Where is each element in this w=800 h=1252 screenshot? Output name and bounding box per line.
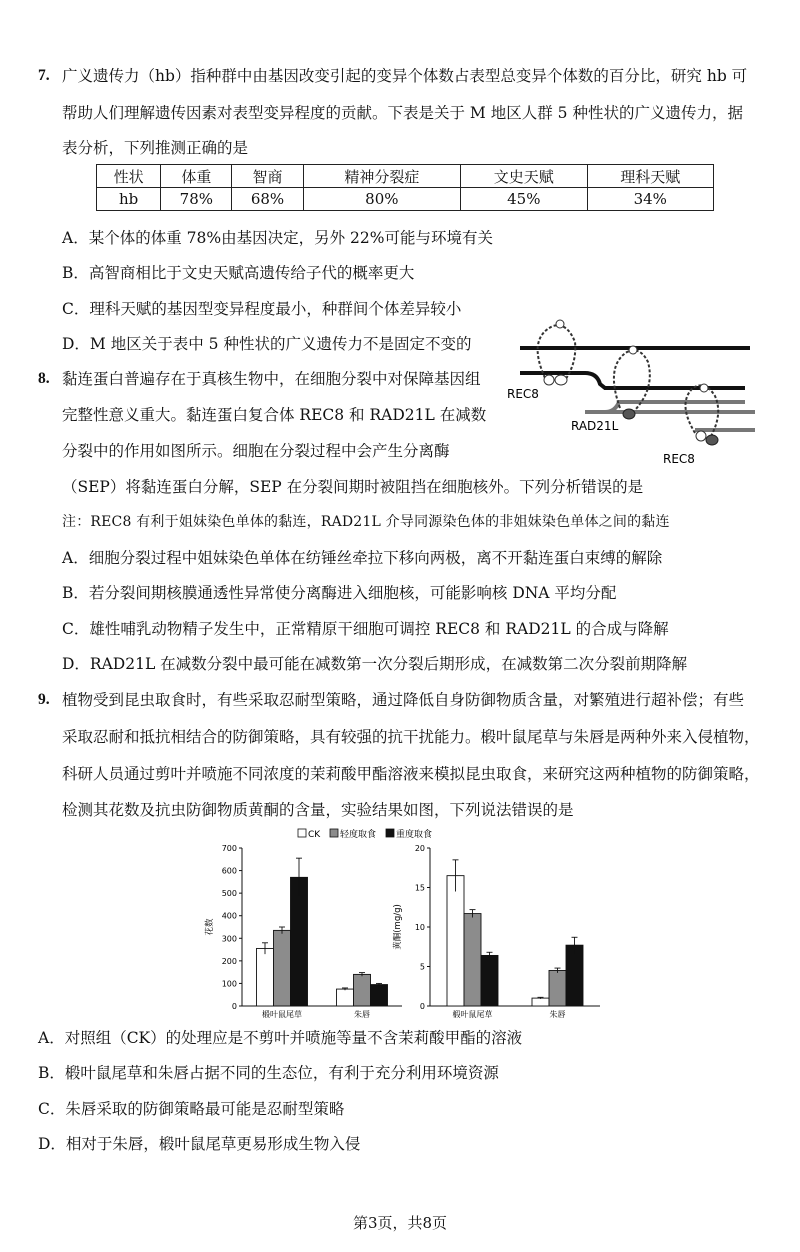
rec8-ring xyxy=(538,320,576,385)
cohesin-diagram xyxy=(505,318,765,468)
rec8-ring xyxy=(685,384,718,445)
legend-label: 轻度取食 xyxy=(340,830,377,840)
x-tick-label: 朱唇 xyxy=(354,1010,370,1019)
q9-option-a: A．对照组（CK）的处理应是不剪叶并喷施等量不含茉莉酸甲酯的溶液 xyxy=(38,1029,523,1047)
table-header-cell: 精神分裂症 xyxy=(303,165,461,188)
q8-option-b: B．若分裂间期核膜通透性异常使分离酶进入细胞核，可能影响核 DNA 平均分配 xyxy=(62,584,617,602)
table-header-cell: 智商 xyxy=(232,165,303,188)
q7-option-a: A．某个体的体重 78%由基因决定，另外 22%可能与环境有关 xyxy=(62,229,493,247)
y-tick-label: 400 xyxy=(221,911,237,921)
x-tick-label: 椴叶鼠尾草 xyxy=(262,1010,302,1019)
y-tick-label: 700 xyxy=(221,844,237,853)
q9-stem-line3: 科研人员通过剪叶并喷施不同浓度的茉莉酸甲酯溶液来模拟昆虫取食，来研究这两种植物的防御策略， xyxy=(62,765,760,783)
y-tick-label: 100 xyxy=(221,979,237,989)
table-cell: 45% xyxy=(461,188,587,211)
q7-stem-line2: 帮助人们理解遗传因素对表型变异程度的贡献。下表是关于 M 地区人群 5 种性状的广义遗传力，据 xyxy=(62,104,743,122)
table-cell: hb xyxy=(97,188,161,211)
q7-option-d: D．M 地区关于表中 5 种性状的广义遗传力不是固定不变的 xyxy=(62,335,472,353)
bar xyxy=(371,985,388,1006)
legend-swatch xyxy=(298,829,306,837)
q9-option-d: D．相对于朱唇，椴叶鼠尾草更易形成生物入侵 xyxy=(38,1135,361,1153)
bar xyxy=(549,970,566,1006)
q7-stem-line1: 广义遗传力（hb）指种群中由基因改变引起的变异个体数占表型总变异个体数的百分比，研究 hb 可 xyxy=(62,67,748,85)
y-tick-label: 20 xyxy=(414,844,425,853)
bar xyxy=(566,945,583,1006)
y-tick-label: 15 xyxy=(414,883,425,893)
bar xyxy=(354,974,371,1006)
q8-number: 8. xyxy=(38,370,50,387)
q8-stem-line2: 完整性意义重大。黏连蛋白复合体 REC8 和 RAD21L 在减数 xyxy=(62,406,487,424)
q8-note: 注：REC8 有利于姐妹染色单体的黏连，RAD21L 介导同源染色体的非姐妹染色单体之间的黏连 xyxy=(62,514,670,530)
q7-stem-line3: 表分析，下列推测正确的是 xyxy=(62,139,249,157)
rec8-label: REC8 xyxy=(507,387,539,401)
y-axis-label: 花数 xyxy=(205,918,215,936)
table-header-cell: 体重 xyxy=(161,165,232,188)
x-tick-label: 椴叶鼠尾草 xyxy=(452,1010,493,1019)
table-header-cell: 文史天赋 xyxy=(461,165,587,188)
rec8-label: REC8 xyxy=(663,452,695,466)
legend-label: 重度取食 xyxy=(396,830,433,840)
bar-charts xyxy=(185,826,625,1022)
q9-option-b: B．椴叶鼠尾草和朱唇占据不同的生态位，有利于充分利用环境资源 xyxy=(38,1064,499,1082)
q8-option-a: A．细胞分裂过程中姐妹染色单体在纺锤丝牵拉下移向两极，离不开黏连蛋白束缚的解除 xyxy=(62,549,663,567)
bar xyxy=(274,930,291,1006)
bar xyxy=(337,989,354,1006)
q7-option-c: C．理科天赋的基因型变异程度最小，种群间个体差异较小 xyxy=(62,300,462,318)
y-axis-label: 黄酮(mg/g) xyxy=(393,904,403,950)
y-tick-label: 10 xyxy=(414,923,425,932)
y-tick-label: 0 xyxy=(231,1002,237,1011)
table-cell: 34% xyxy=(587,188,713,211)
bar xyxy=(464,914,481,1006)
q9-stem-line4: 检测其花数及抗虫防御物质黄酮的含量，实验结果如图，下列说法错误的是 xyxy=(62,801,574,819)
y-tick-label: 600 xyxy=(221,866,237,876)
table-row xyxy=(97,188,714,211)
table-cell: 78% xyxy=(161,188,232,211)
legend-swatch xyxy=(386,829,394,837)
q9-stem-line2: 采取忍耐和抵抗相结合的防御策略，具有较强的抗干扰能力。椴叶鼠尾草与朱唇是两种外来入侵植物， xyxy=(62,728,760,746)
y-tick-label: 200 xyxy=(221,956,237,966)
q7-option-b: B．高智商相比于文史天赋高遗传给子代的概率更大 xyxy=(62,264,415,282)
y-tick-label: 5 xyxy=(419,962,425,972)
q9-number: 9. xyxy=(38,691,50,708)
bar xyxy=(291,877,308,1006)
y-tick-label: 500 xyxy=(221,889,237,899)
table-cell: 80% xyxy=(303,188,461,211)
q8-option-c: C．雄性哺乳动物精子发生中，正常精原干细胞可调控 REC8 和 RAD21L 的合成与降解 xyxy=(62,620,669,638)
bar xyxy=(532,998,549,1006)
y-tick-label: 300 xyxy=(221,934,237,944)
legend-label: CK xyxy=(308,830,321,840)
rad21l-ring xyxy=(614,346,650,419)
q8-stem-line1: 黏连蛋白普遍存在于真核生物中，在细胞分裂中对保障基因组 xyxy=(62,370,481,388)
table-cell: 68% xyxy=(232,188,303,211)
x-tick-label: 朱唇 xyxy=(549,1010,566,1019)
y-tick-label: 0 xyxy=(419,1002,425,1011)
q8-option-d: D．RAD21L 在减数分裂中最可能在减数第一次分裂后期形成，在减数第二次分裂前期降解 xyxy=(62,655,688,673)
q8-stem-line4: （SEP）将黏连蛋白分解，SEP 在分裂间期时被阻挡在细胞核外。下列分析错误的是 xyxy=(62,478,644,496)
table-header-cell: 理科天赋 xyxy=(587,165,713,188)
table-header-row xyxy=(97,165,714,188)
bar xyxy=(257,948,274,1006)
page-footer: 第3页，共8页 xyxy=(352,1214,448,1232)
q9-option-c: C．朱唇采取的防御策略最可能是忍耐型策略 xyxy=(38,1100,345,1118)
q7-number: 7. xyxy=(38,67,50,84)
legend-swatch xyxy=(330,829,338,837)
q8-stem-line3: 分裂中的作用如图所示。细胞在分裂过程中会产生分离酶 xyxy=(62,442,450,460)
rad21l-label: RAD21L xyxy=(571,419,619,433)
bar xyxy=(447,876,464,1006)
heritability-table xyxy=(96,164,714,211)
q9-stem-line1: 植物受到昆虫取食时，有些采取忍耐型策略，通过降低自身防御物质含量，对繁殖进行超补偿；有些 xyxy=(62,691,745,709)
bar xyxy=(481,955,498,1006)
table-header-cell: 性状 xyxy=(97,165,161,188)
